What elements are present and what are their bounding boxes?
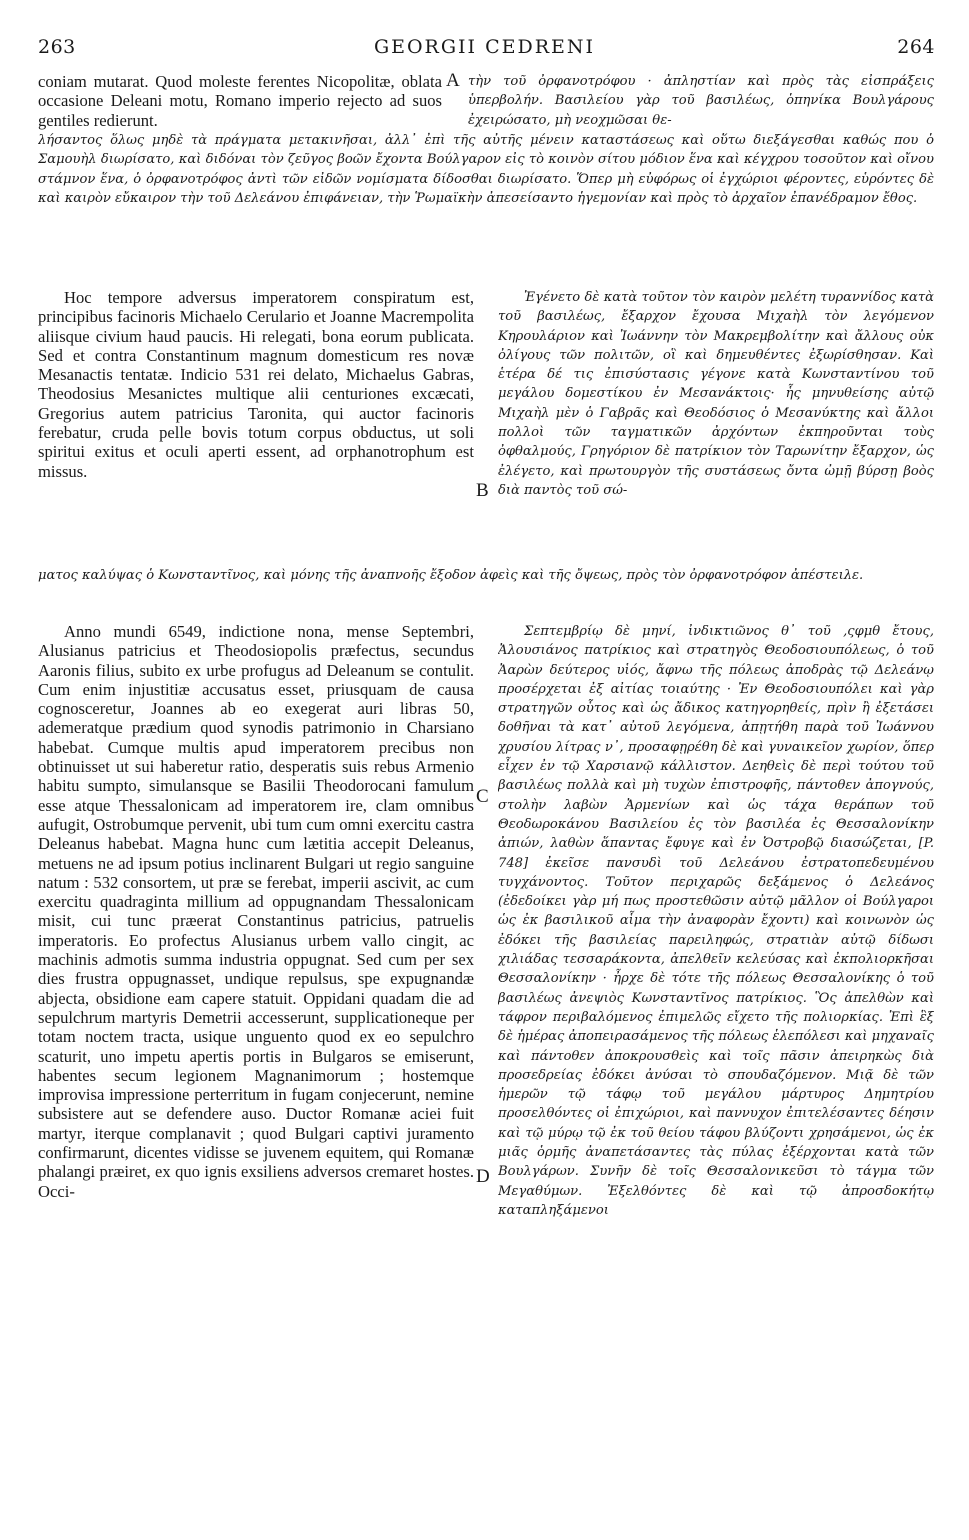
margin-letter-b: B: [476, 480, 489, 501]
section2-greek-full: ματος καλύψας ὁ Κωνσταντῖνος, καὶ μόνης τῆς ἀναπνοῆς ἔξοδον ἀφεὶς καὶ τῆς ὄψεως, πρὸς τὸν ὀρφανοτρόφον ἀπέστειλε.: [38, 568, 864, 583]
section2-greek: Ἐγένετο δὲ κατὰ τοῦτον τὸν καιρὸν μελέτη τυραννίδος κατὰ τοῦ βασιλέως, ἔξαρχον ἔχουσα Μιχαὴλ τὸν λεγόμενον Κηρουλάριον καὶ Ἰωάννην τὸν Μακρεμβολίτην καὶ ἄλλους οὐκ ὀλίγους τῶν πολιτῶν, οἳ καὶ δημευθέντες ἐξωρίσθησαν. Καὶ ἑτέρα δέ τις ἐπισύστασις γέγονε κατὰ Κωνσταντίνου τοῦ μεγάλου δομεστίκου ἐν Μεσανάκτοις· ἧς μηνυθείσης αὐτῷ Μιχαὴλ μὲν ὁ Γαβρᾶς καὶ Θεοδόσιος ὁ Μεσανύκτης καὶ ἄλλοι πολλοὶ τῶν ταγματικῶν ἀρχόντων ἐκπηροῦνται τοὺς ὀφθαλμούς, Γρηγόριον δὲ πατρίκιον τὸν Ταρωνίτην ἔξαρχον, ὡς ἐλέγετο, καὶ πρωτουργὸν τῆς συστάσεως ὄντα ὠμῇ βύρσῃ βοὸς διὰ παντὸς τοῦ σώ-: [498, 290, 934, 498]
margin-letter-c: C: [476, 786, 489, 807]
page-number-left: 263: [38, 36, 76, 58]
section1-greek-full: λήσαντος ὅλως μηδὲ τὰ πράγματα μετακινῆσαι, ἀλλ᾽ ἐπὶ τῆς αὐτῆς μένειν καταστάσεως καὶ οὕτω διεξάγεσθαι καθώς που ὁ Σαμουὴλ διωρίσατο, καὶ διδόναι τὸν ζεῦγος βοῶν ἔχοντα Βούλγαρον εἰς τὸ κοινὸν σίτου μόδιον ἕνα καὶ κέγχρου τοσοῦτον καὶ οἴνου στάμνον ἕνα, ὁ ὀρφανοτρόφος ἀντὶ τῶν εἰδῶν νομίσματα δίδοσθαι διωρίσατο. Ὅπερ μὴ εὐφόρως οἱ ἐγχώριοι φέροντες, εὑρόντες δὲ καὶ καιρὸν εὔκαιρον τὴν τοῦ Δελεάνου ἐπιφάνειαν, τὴν Ῥωμαϊκὴν ἀπεσείσαντο ἡγεμονίαν καὶ πρὸς τὸ ἀρχαῖον ἐπανέδραμον ἔθος.: [38, 133, 934, 206]
section3-latin: Anno mundi 6549, indictione nona, mense Septembri, Alusianus patricius et Theodosiopolis præfectus, secundus Aaronis filius, subito ex urbe profugus ad Deleanum se contulit. Cum enim injustitiæ accusatus esset, priusquam de causa cognosceretur, Joannes ab eo exegerat auri libras 50, ademeratque prædium quod synodis patrimonio in Charsiano habebat. Cumque multis apud imperatorem precibus non obtinuisset ut sui haberetur ratio, desperatis suis rebus Armenio habitu sumpto, simulansque se Basilii Theodorocani famulum esse atque Thessalonicam ad imperatorem ire, clam omnibus aufugit, Ostrobumque pervenit, ubi tum cum omni exercitu castra Deleanus habebat. Magna hunc cum lætitia accepit Deleanus, metuens ne ad ipsum potius inclinarent Bulgari ut regio sanguine natum : 532 consortem, ut præ se ferebat, imperii ascivit, ac cum exercitu quadraginta millium ad oppugnandam Thessalonicam misit, cui tunc præerat Constantinus patricius, patruelis imperatoris. Eo profectus Alusianus urbem vallo cingit, ac machinis admotis summa industria oppugnat. Sed cum per sex dies frustra oppugnasset, undique repulsus, spe expugnandæ abjecta, obsidione eam capere statuit. Oppidani quadam die ad sepulchrum martyris Demetrii accesserunt, supplicationeque per totam noctem tracta, usique unguento quod ex eo sepulchro scaturit, uno impetu apertis portis in Bulgaros se emiserunt, habentes secum legionem Magnanimorum ; hostemque improvisa impressione perterritum in fugam conjecerunt, nemine subsistere aut se defendere auso. Ductor Romanæ aciei fuit martyr, iterque complanavit ; quod Bulgari captivi juramento confirmarunt, dicentes vidisse se juvenem equitem, qui Romanæ phalangi præiret, ex quo ignis exsiliens adversos cremaret hostes. Occi-: [38, 622, 474, 1201]
page-number-right: 264: [897, 36, 935, 58]
section3-greek: Σεπτεμβρίῳ δὲ μηνί, ἰνδικτιῶνος θ᾽ τοῦ ,ςφμθ ἔτους, Ἀλουσιάνος πατρίκιος καὶ στρατηγὸς Θεοδοσιουπόλεως, ὁ τοῦ Ἀαρὼν δεύτερος υἱός, ἄφνω τῆς πόλεως ἀποδρὰς τῷ Δελεάνῳ προσέρχεται ἐξ αἰτίας τοιαύτης · Ἐν Θεοδοσιουπόλει καὶ γὰρ στρατηγῶν οὗτος καὶ ὡς ἄδικος κατηγορηθείς, πρὶν ἢ ἐξετάσει δοθῆναι τὰ κατ᾽ αὐτοῦ λεγόμενα, ἀπῃτήθη παρὰ τοῦ Ἰωάννου χρυσίου λίτρας ν᾽, προσαφῃρέθη δὲ καὶ γυναικεῖον χωρίον, ὅπερ εἶχεν ἐν τῷ Χαρσιανῷ κάλλιστον. Δεηθεὶς δὲ περὶ τούτου τοῦ βασιλέως πολλὰ καὶ μὴ τυχὼν ἐπιστροφῆς, πάντοθεν ἀπογνούς, στολὴν λαβὼν Ἀρμενίων καὶ ὡς τάχα θεράπων τοῦ Θεοδωροκάνου Βασιλείου ἐς τὸν βασιλέα ἐς Θεσσαλονίκην ἀπιών, λαθὼν ἅπαντας ἔφυγε καὶ ἐν Ὀστροβῷ διασώζεται, [P. 748] ἐκεῖσε πανσυδὶ τοῦ Δελεάνου ἐστρατοπεδευμένου τυγχάνοντος. Τοῦτον περιχαρῶς δεξάμενος ὁ Δελεάνος (ἐδεδοίκει γὰρ μή πως προστεθῶσιν αὐτῷ μᾶλλον οἱ Βούλγαροι ὡς ἐκ βασιλικοῦ αἷμα τὴν ἀναφορὰν ἔχοντι) καὶ κοινωνὸν ὡς ἐδόκει τῆς βασιλείας παρειληφώς, στρατιὰν αὐτῷ δίδωσι χιλιάδας τεσσαράκοντα, ἀπελθεῖν κελεύσας καὶ ἐκπολιορκῆσαι Θεσσαλονίκην · ἦρχε δὲ τότε τῆς πόλεως Θεσσαλονίκης ὁ τοῦ βασιλέως ἀνεψιὸς Κωνσταντῖνος πατρίκιος. Ὃς ἀπελθὼν καὶ τάφρον περιβαλόμενος ἐπιμελῶς εἴχετο τῆς πολιορκίας. Ἐπὶ ἓξ δὲ ἡμέρας ἀποπειρασάμενος τῆς πόλεως ἑλεπόλεσι καὶ μηχαναῖς καὶ πάντοθεν ἀποκρουσθεὶς καὶ τοῖς πᾶσιν ἀπειρηκὼς διὰ προσεδρείας ἐδόκει ἀνύσαι τὸ σπουδαζόμενον. Μιᾷ δὲ τῶν ἡμερῶν τῷ τάφῳ τοῦ μεγάλου μάρτυρος Δημητρίου προσελθόντες οἱ ἐπιχώριοι, καὶ παννυχον ἐπιτελέσαντες δέησιν καὶ τῷ μύρῳ τῷ ἐκ τοῦ θείου τάφου βλύζοντι χρησάμενοι, ὡς ἐκ μιᾶς ὁρμῆς ἀναπετάσαντες τὰς πύλας ἐξέρχονται κατὰ τῶν Βουλγάρων. Συνῆν δὲ τοῖς Θεσσαλονικεῦσι τὸ τάγμα τῶν Μεγαθύμων. Ἐξελθόντες δὲ καὶ τῷ ἀπροσδοκήτῳ καταπληξάμενοι: [498, 624, 934, 1218]
margin-letter-a: A: [446, 70, 460, 91]
section1-greek-top: τὴν τοῦ ὀρφανοτρόφου · ἀπληστίαν καὶ πρὸς τὰς εἰσπράξεις ὑπερβολήν. Βασιλείου γὰρ τοῦ βασιλέως, ὁπηνίκα Βουλγάρους ἐχειρώσατο, μὴ νεοχμῶσαι θε-: [468, 74, 934, 128]
section2-latin: Hoc tempore adversus imperatorem conspiratum est, principibus facinoris Michaelo Cerulario et Joanne Macrempolita aliisque civium haud paucis. Hi relegati, bona eorum publicata. Sed et contra Constantinum magnum domesticum res novæ Mesanactis tentatæ. Indicio 531 rei delato, Michaelus Gabras, Theodosius Mesanictes multique alii centuriones excæcati, Gregorius autem patricius Taronita, qui auctor facinoris ferebatur, cruda pelle bovis totum corpus obductus, ut soli spiritui exitus et oculi aperti essent, ad orphanotrophum est missus.: [38, 288, 474, 481]
section1-latin: coniam mutarat. Quod moleste ferentes Nicopolitæ, oblata occasione Deleani motu, Romano imperio rejecto ad suos gentiles redierunt.: [38, 72, 442, 130]
running-title: GEORGII CEDRENI: [373, 36, 596, 58]
margin-letter-d: D: [476, 1166, 490, 1187]
